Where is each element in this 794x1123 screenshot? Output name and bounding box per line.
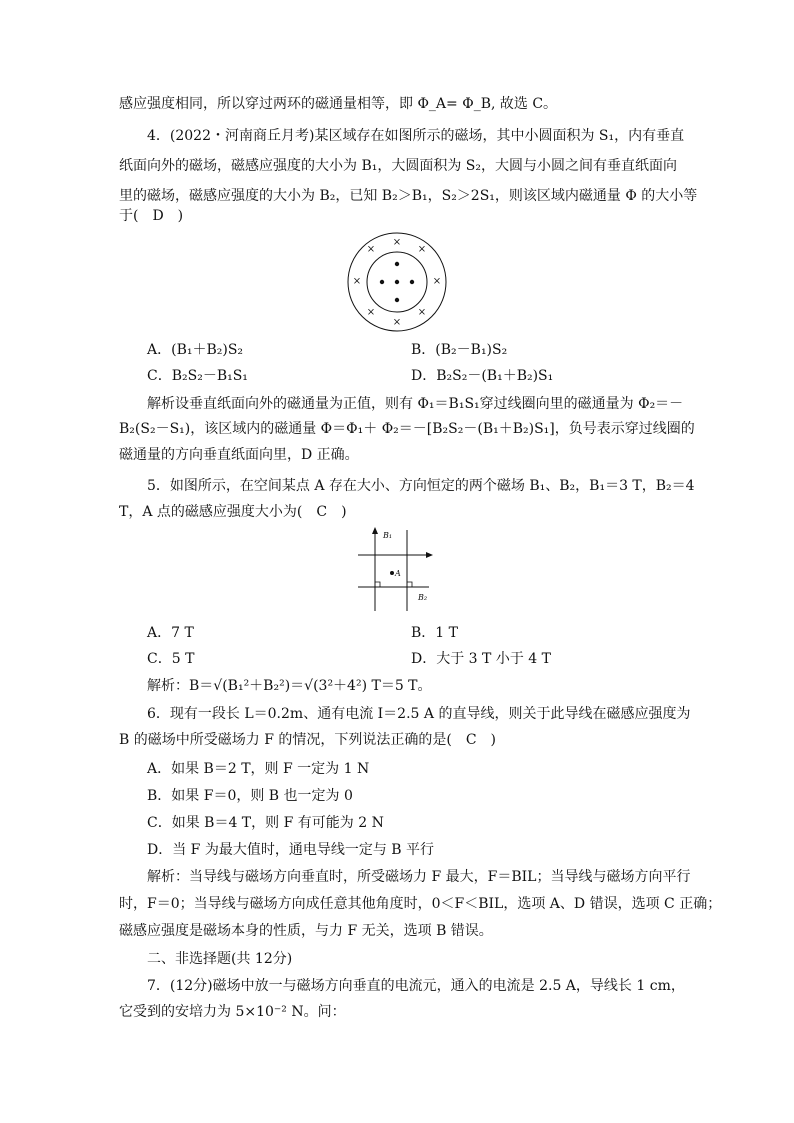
b2-label: B₂ — [418, 593, 428, 602]
q5-option-b: B．1 T — [411, 625, 458, 641]
point-a-label: A — [395, 569, 401, 578]
q4-stem-line-3: 里的磁场，磁感应强度的大小为 B₂，已知 B₂＞B₁，S₂＞2S₁，则该区域内磁通量 Φ 的大小等 — [119, 188, 698, 204]
outward-field-dots — [380, 262, 414, 302]
q6-option-a: A．如果 B＝2 T，则 F 一定为 1 N — [147, 761, 370, 777]
q5-option-c: C．5 T — [147, 651, 195, 667]
field-dot — [395, 262, 399, 266]
b1-arrowhead — [372, 527, 378, 534]
section-heading-non-choice: 二、非选择题(共 12分) — [147, 951, 293, 967]
field-dot — [395, 298, 399, 302]
q4-option-a: A．(B₁＋B₂)S₂ — [147, 342, 244, 358]
field-cross: × — [417, 307, 427, 318]
field-cross: × — [417, 244, 427, 255]
q4-option-b: B．(B₂－B₁)S₂ — [411, 342, 508, 358]
q6-solution-line-2: 时，F＝0；当导线与磁场方向成任意其他角度时，0＜F＜BIL，选项 A、D 错误，选项 C 正确； — [119, 896, 722, 912]
q6-solution-line-3: 磁感应强度是磁场本身的性质，与力 F 无关，选项 B 错误。 — [119, 923, 493, 939]
q7-stem-line-2: 它受到的安培力为 5×10⁻² N。问： — [119, 1004, 346, 1020]
field-dot — [380, 280, 384, 284]
q5-option-a: A．7 T — [147, 625, 194, 641]
q4-stem-line-1: 4．(2022・河南商丘月考)某区域存在如图所示的磁场，其中小圆面积为 S₁，内有垂直 — [147, 128, 685, 144]
field-cross: × — [366, 307, 376, 318]
q4-solution-line-3: 磁通量的方向垂直纸面向里，D 正确。 — [119, 447, 359, 463]
q4-option-c: C．B₂S₂－B₁S₁ — [147, 368, 248, 384]
right-angle-mark — [407, 582, 412, 587]
field-cross: × — [432, 276, 442, 287]
two-field-vectors-figure — [355, 525, 440, 615]
q6-option-d: D．当 F 为最大值时，通电导线一定与 B 平行 — [147, 842, 435, 858]
q5-option-d: D．大于 3 T 小于 4 T — [411, 651, 551, 667]
b2-arrowhead — [426, 552, 433, 558]
field-cross: × — [352, 276, 362, 287]
q6-stem-line-2: B 的磁场中所受磁场力 F 的情况，下列说法正确的是( C ) — [119, 732, 496, 748]
q4-stem-line-4: 于( D ) — [119, 208, 184, 224]
q6-stem-line-1: 6．现有一段长 L＝0.2m、通有电流 I＝2.5 A 的直导线，则关于此导线在磁感应强度为 — [147, 706, 691, 722]
q5-solution: 解析：B＝√(B₁²＋B₂²)＝√(3²＋4²) T＝5 T。 — [147, 678, 432, 694]
field-dot — [395, 280, 399, 284]
q5-stem-line-2: T，A 点的磁感应强度大小为( C ) — [119, 504, 347, 520]
q5-stem-line-1: 5．如图所示，在空间某点 A 存在大小、方向恒定的两个磁场 B₁、B₂，B₁＝3 T，B₂＝4 — [147, 478, 695, 494]
point-a — [390, 571, 394, 575]
field-dot — [410, 280, 414, 284]
q4-stem-line-2: 纸面向外的磁场，磁感应强度的大小为 B₁，大圆面积为 S₂，大圆与小圆之间有垂直纸面向 — [119, 158, 678, 174]
q4-solution-line-1: 解析设垂直纸面向外的磁通量为正值，则有 Φ₁＝B₁S₁穿过线圈向里的磁通量为 Φ₂＝－ — [147, 396, 684, 412]
q6-solution-line-1: 解析：当导线与磁场方向垂直时，所受磁场力 F 最大，F＝BIL；当导线与磁场方向平行 — [147, 869, 691, 885]
field-cross: × — [392, 237, 402, 248]
field-cross: × — [366, 244, 376, 255]
b1-label: B₁ — [383, 531, 393, 540]
text-line-1: 感应强度相同，所以穿过两环的磁通量相等，即 Φ_A= Φ_B, 故选 C。 — [119, 96, 558, 112]
q6-option-c: C．如果 B＝4 T，则 F 有可能为 2 N — [147, 815, 384, 831]
q4-solution-line-2: B₂(S₂－S₁)，该区域内的磁通量 Φ＝Φ₁＋ Φ₂＝－[B₂S₂－(B₁＋B₂)S₁]，负号表示穿过线圈的 — [119, 421, 695, 437]
q7-stem-line-1: 7．(12分)磁场中放一与磁场方向垂直的电流元，通入的电流是 2.5 A，导线长 1 cm， — [147, 978, 685, 994]
q4-option-d: D．B₂S₂－(B₁＋B₂)S₁ — [411, 368, 554, 384]
right-angle-mark — [375, 582, 380, 587]
q6-option-b: B．如果 F＝0，则 B 也一定为 0 — [147, 788, 353, 804]
magnetic-field-circles-figure — [340, 232, 455, 332]
field-cross: × — [392, 317, 402, 328]
